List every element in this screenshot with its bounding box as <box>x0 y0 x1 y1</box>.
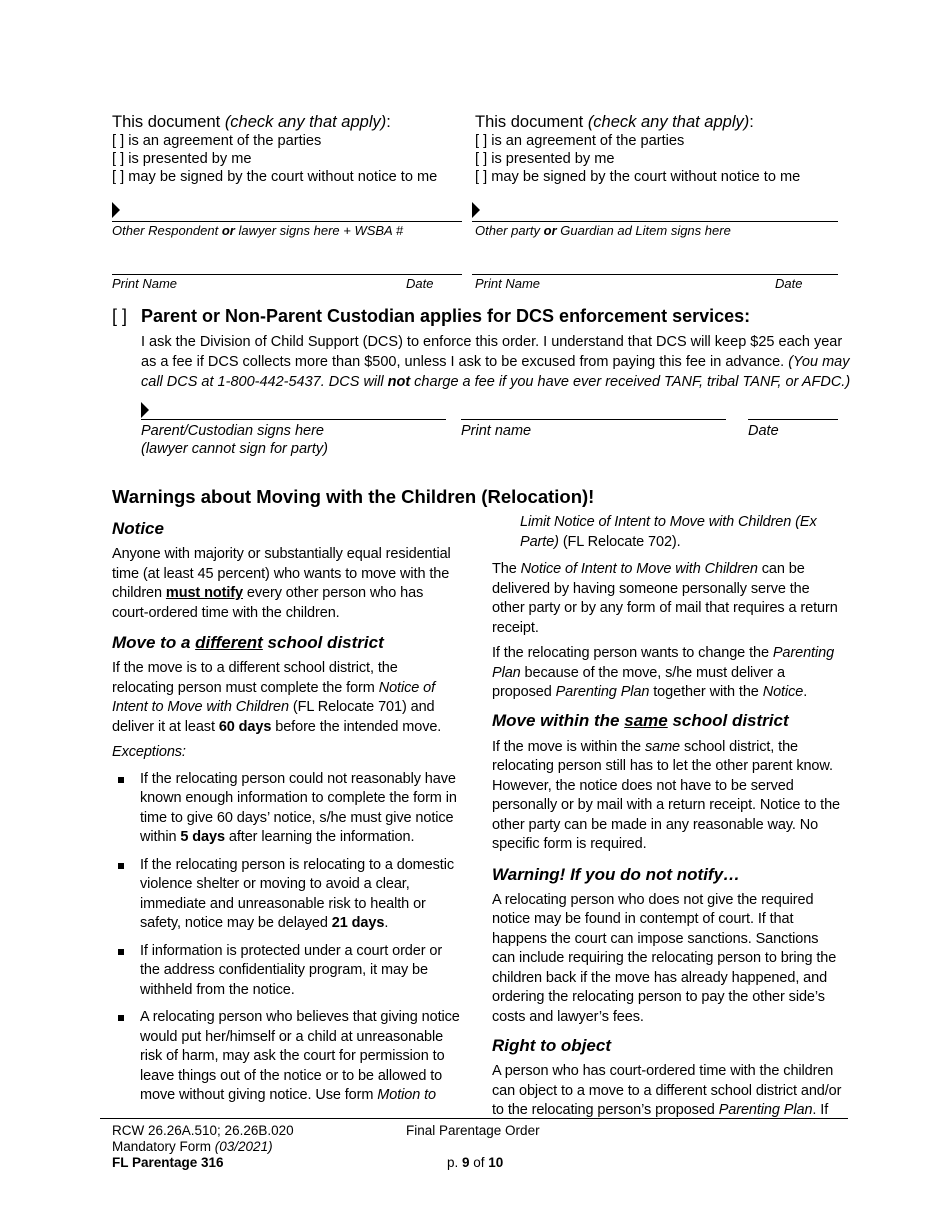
check-option[interactable]: [ ] is an agreement of the parties <box>475 133 685 149</box>
print-name-label: Print Name <box>475 276 541 291</box>
check-option[interactable]: [ ] is presented by me <box>475 151 615 167</box>
bullet-continuation: Limit Notice of Intent to Move with Children (Ex Parte) (FL Relocate 702). <box>520 514 817 550</box>
date-label: Date <box>406 276 434 291</box>
footer-title: Final Parentage Order <box>406 1123 540 1138</box>
list-item: A relocating person who believes that giving notice would put her/himself or a child at unreasonable risk of harm, may ask the court for permission to leave things out of the notice or to be allowed to move without giving notice. Use form Motion to <box>112 1008 462 1106</box>
delivery-paragraph: The Notice of Intent to Move with Children can be delivered by having someone personally serve the other party or by any form of mail that requires a return receipt. <box>492 561 838 636</box>
parenting-plan-paragraph: If the relocating person wants to change the Parenting Plan because of the move, s/he must deliver a proposed Parenting Plan together with the Notice. <box>492 645 835 700</box>
print-name-label: Print Name <box>112 276 178 291</box>
right-to-object-paragraph: A person who has court-ordered time with the children can object to a move to a different school district and/or to the relocating person’s proposed Parenting Plan. If <box>492 1063 842 1118</box>
dcs-text: I ask the Division of Child Support (DCS) to enforce this order. I understand that DCS will keep $25 each year as a fee if DCS collects more than $500, unless I ask to be excused from paying this fee in advance. (You may call DCS at 1-800-442-5437. DCS will not charge a fee if you have ever received TANF, tribal TANF, or AFDC.) <box>141 334 851 390</box>
signature-arrow-icon <box>141 402 149 418</box>
check-option[interactable]: [ ] is an agreement of the parties <box>112 133 322 149</box>
signature-label: Parent/Custodian signs here (lawyer cannot sign for party) <box>141 423 328 457</box>
different-district-heading: Move to a different school district <box>112 633 384 652</box>
dcs-checkbox[interactable]: [ ] <box>112 306 128 326</box>
footer-divider <box>100 1118 848 1119</box>
notice-heading: Notice <box>112 519 164 538</box>
signature-arrow-icon <box>472 202 480 218</box>
print-name-label: Print name <box>461 423 532 439</box>
page-number: p. 9 of 10 <box>447 1155 504 1170</box>
signature-line[interactable] <box>112 221 462 222</box>
warning-paragraph: A relocating person who does not give the required notice may be found in contempt of court. If that happens the court can impose sanctions. Sanctions can include requiring the relocating person to bring the children back if the move has already happened, and ordering the relocating person to pay the other side’s costs and lawyer’s fees. <box>492 891 837 1025</box>
date-label: Date <box>748 423 779 439</box>
check-option[interactable]: [ ] may be signed by the court without notice to me <box>112 169 438 185</box>
list-item: If the relocating person could not reasonably have known enough information to complete the form in time to give 60 days’ notice, s/he must give notice within 5 days after learning the information. <box>112 770 462 848</box>
bullet-icon <box>118 949 124 955</box>
bullet-icon <box>118 1015 124 1021</box>
print-name-line[interactable] <box>112 274 462 275</box>
exceptions-label: Exceptions: <box>112 744 186 760</box>
print-name-line[interactable] <box>472 274 838 275</box>
signature-label: Other party or Guardian ad Litem signs here <box>475 223 731 238</box>
list-item: If information is protected under a court order or the address confidentiality program, it may be withheld from the notice. <box>112 942 462 1001</box>
right-to-object-heading: Right to object <box>492 1036 611 1055</box>
notice-paragraph: Anyone with majority or substantially equal residential time (at least 45 percent) who wants to move with the children must notify every other person who has court-ordered time with the children. <box>112 546 451 621</box>
list-item: If the relocating person is relocating to a domestic violence shelter or moving to avoid a clear, immediate and unreasonable risk to health or safety, notice may be delayed 21 days. <box>112 856 462 934</box>
signature-line[interactable] <box>141 419 446 420</box>
check-option[interactable]: [ ] is presented by me <box>112 151 252 167</box>
bullet-icon <box>118 863 124 869</box>
warnings-left-column <box>112 518 462 1114</box>
date-label: Date <box>775 276 803 291</box>
dcs-heading: Parent or Non-Parent Custodian applies for DCS enforcement services: <box>141 306 751 326</box>
footer-left: RCW 26.26A.510; 26.26B.020 Mandatory Form (03/2021) FL Parentage 316 <box>112 1123 294 1170</box>
signature-line[interactable] <box>472 221 838 222</box>
check-option[interactable]: [ ] may be signed by the court without notice to me <box>475 169 801 185</box>
warnings-title: Warnings about Moving with the Children (Relocation)! <box>112 486 595 507</box>
bullet-icon <box>118 777 124 783</box>
date-line[interactable] <box>748 419 838 420</box>
different-district-paragraph: If the move is to a different school district, the relocating person must complete the form Notice of Intent to Move with Children (FL Relocate 701) and deliver it at least 60 days before the intended move. <box>112 660 442 735</box>
signature-arrow-icon <box>112 202 120 218</box>
check-block-title: This document (check any that apply): <box>475 113 754 131</box>
warning-heading: Warning! If you do not notify… <box>492 864 741 884</box>
warnings-right-column <box>492 513 842 1121</box>
signature-label: Other Respondent or lawyer signs here + WSBA # <box>112 223 404 238</box>
same-district-heading: Move within the same school district <box>492 710 789 730</box>
check-block-title: This document (check any that apply): <box>112 113 391 131</box>
check-block-right <box>475 112 840 186</box>
print-name-line[interactable] <box>461 419 726 420</box>
check-block-left <box>112 112 464 186</box>
same-district-paragraph: If the move is within the same school district, the relocating person still has to let the other parent know. However, the notice does not have to be served personally or by mail with a return receipt. Notice to the other party can be made in any reasonable way. No specific form is required. <box>492 738 840 852</box>
exceptions-list <box>112 770 462 1106</box>
